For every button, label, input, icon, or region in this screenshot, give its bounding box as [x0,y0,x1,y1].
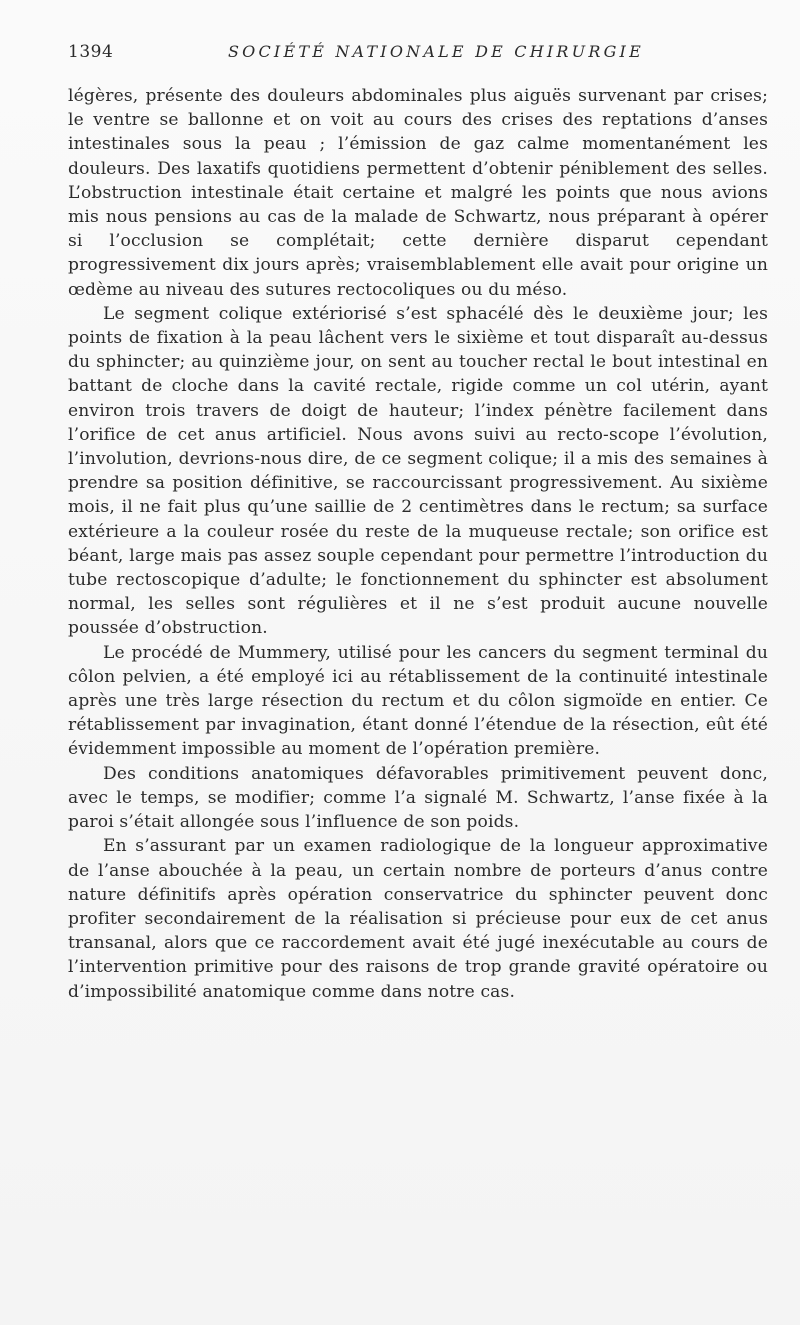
paragraph-segment-colique: Le segment colique extériorisé s’est sphacélé dès le deuxième jour; les points de fixation à la peau lâchent vers le sixième et tout disparaît au-dessus du sphincter; au quinzième jour, on sent au toucher rectal le bout intestinal en battant de cloche dans la cavité rectale, rigide comme un col utérin, ayant environ trois travers de doigt de hauteur; l’index pénètre facilement dans l’orifice de cet anus artificiel. Nous avons suivi au recto-scope l’évolution, l’involution, devrions-nous dire, de ce segment colique; il a mis des semaines à prendre sa position définitive, se raccourcissant progressivement. Au sixième mois, il ne fait plus qu’une saillie de 2 centimètres dans le rectum; sa surface extérieure a la couleur rosée du reste de la muqueuse rectale; son orifice est béant, large mais pas assez souple cependant pour permettre l’introduction du tube rectoscopique d’adulte; le fonctionnement du sphincter est absolument normal, les selles sont régulières et il ne s’est produit aucune nouvelle poussée d’obstruction. [68,303,768,639]
paragraph-conditions-anatomiques: Des conditions anatomiques défavorables primitivement peuvent donc, avec le temps, se modifier; comme l’a signalé M. Schwartz, l’anse fixée à la paroi s’était allongée sous l’influence de son poids. [68,763,768,833]
page-header [68,42,768,66]
page-number: 1394 [68,42,114,62]
paragraph-procede-mummery: Le procédé de Mummery, utilisé pour les cancers du segment terminal du côlon pelvien, a été employé ici au rétablissement de la continuité intestinale après une très large résection du rectum et du côlon sigmoïde en entier. Ce rétablissement par invagination, étant donné l’étendue de la résection, eût été évidemment impossible au moment de l’opération première. [68,642,768,760]
paragraph-examen-radiologique: En s’assurant par un examen radiologique de la longueur approximative de l’anse abouchée à la peau, un certain nombre de porteurs d’anus contre nature définitifs après opération conservatrice du sphincter peuvent donc profiter secondairement de la réalisation si précieuse pour eux de cet anus transanal, alors que ce raccordement avait été jugé inexécutable au cours de l’intervention primitive pour des raisons de trop grande gravité opératoire ou d’impossibilité anatomique comme dans notre cas. [68,836,768,1002]
paragraph-continued: légères, présente des douleurs abdominales plus aiguës survenant par crises; le ventre se ballonne et on voit au cours des crises des reptations d’anses intestinales sous la peau ; l’émission de gaz calme momentanément les douleurs. Des laxatifs quotidiens permettent d’obtenir péniblement des selles. L’obstruction intestinale était certaine et malgré les points que nous avions mis nous pensions au cas de la malade de Schwartz, nous préparant à opérer si l’occlusion se complétait; cette dernière disparut cependant progressivement dix jours après; vraisemblablement elle avait pour origine un œdème au niveau des sutures rectocoliques ou du méso. [68,86,768,300]
running-title: SOCIÉTÉ NATIONALE DE CHIRURGIE [228,42,644,61]
body-text [68,84,768,1004]
